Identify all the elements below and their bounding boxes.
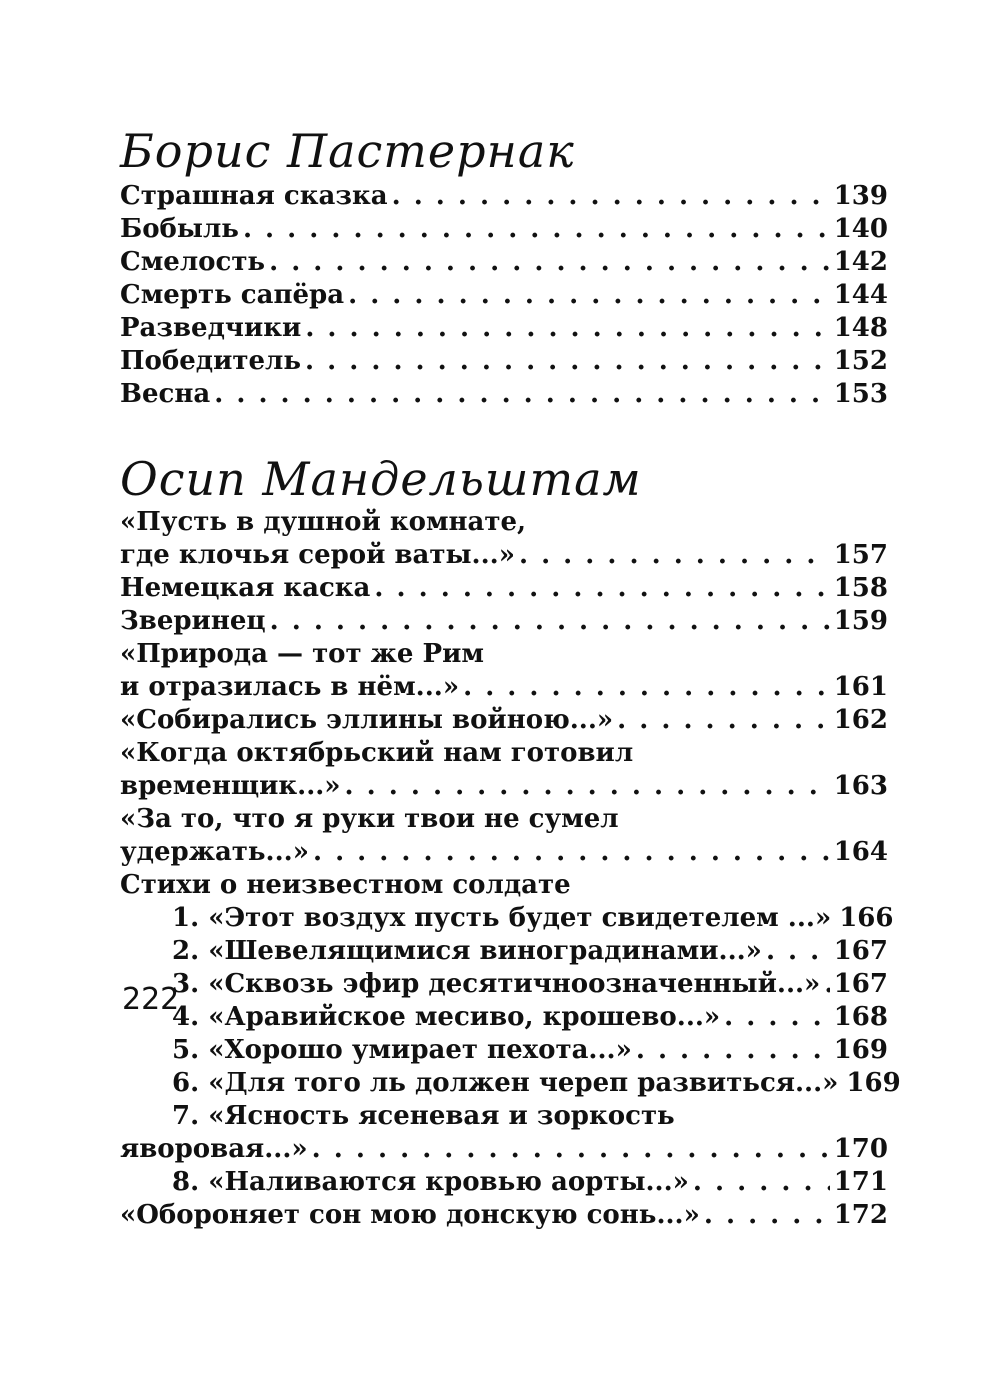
entry-page: 168	[833, 1002, 888, 1032]
entry-title-line1: «Когда октябрьский нам готовил	[120, 738, 634, 768]
leader-dots	[243, 213, 830, 246]
cycle-title: Стихи о неизвестном солдате	[120, 870, 571, 900]
leader-dots	[345, 770, 830, 803]
leader-dots	[724, 1001, 830, 1034]
entry-title: 1. «Этот воздух пусть будет свидетелем ...»	[172, 903, 832, 933]
leader-dots	[392, 180, 830, 213]
leader-dots	[463, 671, 830, 704]
toc-entry-first-line	[120, 803, 888, 836]
entry-title: временщик...»	[120, 771, 341, 801]
entry-title: 4. «Аравийское месиво, крошево...»	[172, 1002, 721, 1032]
entry-title: Немецкая каска	[120, 573, 371, 603]
entry-page: 169	[833, 1035, 888, 1065]
entry-page: 164	[833, 837, 888, 867]
entry-page: 142	[833, 247, 888, 277]
entry-page: 148	[833, 313, 888, 343]
toc-entry	[120, 1034, 888, 1067]
toc-entry	[120, 539, 888, 572]
leader-dots	[824, 968, 829, 1001]
toc-entry	[120, 935, 888, 968]
toc-entry	[120, 836, 888, 869]
entry-title: Разведчики	[120, 313, 302, 343]
leader-dots	[305, 312, 829, 345]
entry-page: 161	[833, 672, 888, 702]
entry-title: 2. «Шевелящимися виноградинами...»	[172, 936, 762, 966]
leader-dots	[374, 572, 829, 605]
toc-entry	[120, 345, 888, 378]
toc-entry	[120, 902, 894, 935]
entry-title: 8. «Наливаются кровью аорты...»	[172, 1167, 689, 1197]
entry-title-line1: «Пусть в душной комнате,	[120, 507, 527, 537]
leader-dots	[693, 1166, 830, 1199]
toc-entry	[120, 213, 888, 246]
leader-dots	[617, 704, 830, 737]
toc-entry	[120, 572, 888, 605]
leader-dots	[214, 378, 829, 411]
entry-page: 159	[833, 606, 888, 636]
entry-page: 167	[833, 936, 888, 966]
entry-title-line1: «Природа — тот же Рим	[120, 639, 484, 669]
entry-page: 172	[833, 1200, 888, 1230]
entry-page: 163	[833, 771, 888, 801]
toc-entry	[120, 1199, 888, 1232]
entry-title: Зверинец	[120, 606, 266, 636]
entry-page: 152	[833, 346, 888, 376]
toc-section-mandelstam	[120, 506, 901, 1232]
entry-title: Весна	[120, 379, 211, 409]
toc-entry	[120, 180, 888, 213]
entry-page: 153	[833, 379, 888, 409]
entry-page: 158	[833, 573, 888, 603]
entry-title: «Обороняет сон мою донскую сонь...»	[120, 1200, 700, 1230]
leader-dots	[270, 605, 830, 638]
entry-title: Бобыль	[120, 214, 239, 244]
entry-page: 170	[833, 1134, 888, 1164]
toc-entry	[120, 1133, 888, 1166]
leader-dots	[519, 539, 830, 572]
toc-subheading	[120, 869, 888, 902]
entry-title: и отразилась в нём...»	[120, 672, 460, 702]
entry-page: 166	[839, 903, 894, 933]
toc-entry	[120, 279, 888, 312]
entry-title-line1: 7. «Ясность ясеневая и зоркость	[172, 1101, 675, 1131]
page-number: 222	[122, 982, 180, 1017]
toc-entry-first-line	[120, 506, 888, 539]
toc-entry	[120, 671, 888, 704]
entry-title: где клочья серой ваты...»	[120, 540, 515, 570]
toc-entry	[120, 1166, 888, 1199]
leader-dots	[313, 836, 830, 869]
leader-dots	[312, 1133, 830, 1166]
toc-entry	[120, 704, 888, 737]
entry-title: 6. «Для того ль должен череп развиться...»	[172, 1068, 839, 1098]
entry-title: Страшная сказка	[120, 181, 388, 211]
toc-entry	[120, 770, 888, 803]
toc-section-pasternak	[120, 180, 888, 411]
leader-dots	[269, 246, 830, 279]
entry-title: 3. «Сквозь эфир десятичноозначенный...»	[172, 969, 821, 999]
toc-entry	[120, 246, 888, 279]
entry-title: удержать...»	[120, 837, 309, 867]
entry-page: 162	[833, 705, 888, 735]
entry-page: 169	[846, 1068, 901, 1098]
entry-page: 140	[833, 214, 888, 244]
toc-entry	[120, 1001, 888, 1034]
entry-page: 167	[833, 969, 888, 999]
entry-title: Смерть сапёра	[120, 280, 345, 310]
entry-title: «Собирались эллины войною...»	[120, 705, 614, 735]
toc-entry	[120, 312, 888, 345]
entry-title: Смелость	[120, 247, 266, 277]
entry-page: 139	[833, 181, 888, 211]
author-heading-mandelstam: Осип Мандельштам	[120, 452, 642, 506]
leader-dots	[348, 279, 830, 312]
author-heading-pasternak: Борис Пастернак	[120, 124, 575, 178]
entry-page: 157	[833, 540, 888, 570]
entry-page: 171	[833, 1167, 888, 1197]
toc-entry-first-line	[120, 638, 888, 671]
leader-dots	[766, 935, 830, 968]
toc-entry	[120, 968, 888, 1001]
entry-title-line1: «За то, что я руки твои не сумел	[120, 804, 619, 834]
leader-dots	[636, 1034, 830, 1067]
leader-dots	[305, 345, 830, 378]
toc-entry	[120, 605, 888, 638]
entry-title: Победитель	[120, 346, 302, 376]
toc-entry	[120, 378, 888, 411]
entry-title: 5. «Хорошо умирает пехота...»	[172, 1035, 632, 1065]
toc-entry-first-line	[120, 1100, 888, 1133]
toc-entry	[120, 1067, 901, 1100]
toc-entry-first-line	[120, 737, 888, 770]
leader-dots	[704, 1199, 830, 1232]
entry-title: яворовая...»	[120, 1134, 308, 1164]
entry-page: 144	[833, 280, 888, 310]
